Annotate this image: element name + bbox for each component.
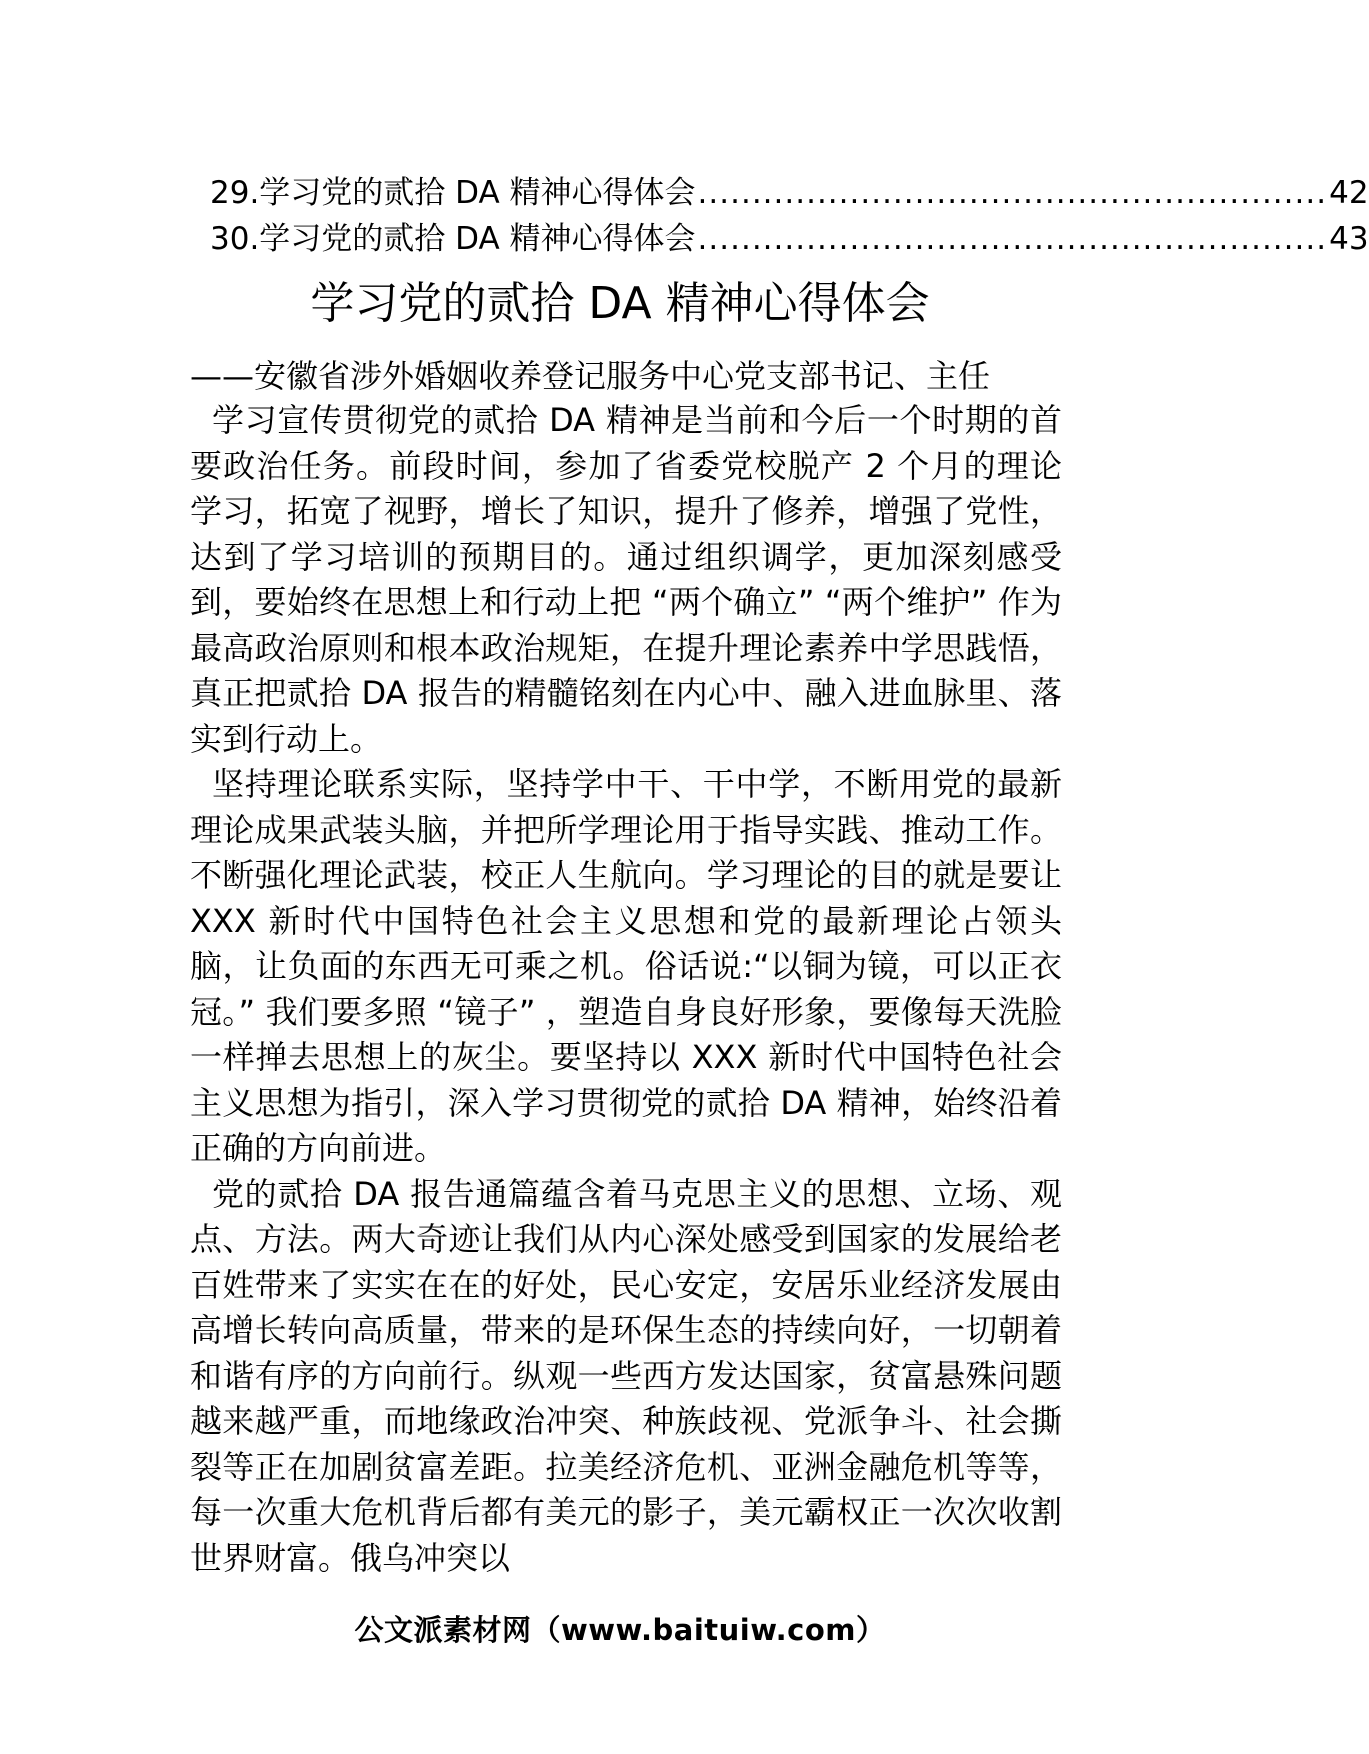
table-of-contents xyxy=(210,170,1369,262)
toc-page-number: 42 xyxy=(1329,175,1369,211)
article-paragraph: 学习宣传贯彻党的贰拾 DA 精神是当前和今后一个时期的首要政治任务。前段时间，参加了省委党校脱产 2 个月的理论学习，拓宽了视野，增长了知识，提升了修养，增强了党性，达到了学习培训的预期目的。通过组织调学，更加深刻感受到，要始终在思想上和行动上把 “两个确立” “两个维护” 作为最高政治原则和根本政治规矩，在提升理论素养中学思践悟，真正把贰拾 DA 报告的精髓铭刻在内心中、融入进血脉里、落实到行动上。 xyxy=(190,401,1062,758)
article-title: 学习党的贰拾 DA 精神心得体会 xyxy=(310,278,930,329)
article-byline: ——安徽省涉外婚姻收养登记服务中心党支部书记、主任 xyxy=(190,357,991,395)
toc-page-number: 43 xyxy=(1329,221,1369,257)
article-paragraph: 坚持理论联系实际，坚持学中干、干中学，不断用党的最新理论成果武装头脑，并把所学理论用于指导实践、推动工作。不断强化理论武装，校正人生航向。学习理论的目的就是要让 XXX 新时代中国特色社会主义思想和党的最新理论占领头脑，让负面的东西无可乘之机。俗话说:“以铜为镜，可以正衣冠。” 我们要多照 “镜子” ，塑造自身良好形象，要像每天洗脸一样掸去思想上的灰尘。要坚持以 XXX 新时代中国特色社会主义思想为指引，深入学习贯彻党的贰拾 DA 精神，始终沿着正确的方向前进。 xyxy=(190,765,1062,1167)
article-paragraph: 党的贰拾 DA 报告通篇蕴含着马克思主义的思想、立场、观点、方法。两大奇迹让我们从内心深处感受到国家的发展给老百姓带来了实实在在的好处，民心安定，安居乐业经济发展由高增长转向高质量，带来的是环保生态的持续向好，一切朝着和谐有序的方向前行。纵观一些西方发达国家，贫富悬殊问题越来越严重，而地缘政治冲突、种族歧视、党派争斗、社会撕裂等正在加剧贫富差距。拉美经济危机、亚洲金融危机等等，每一次重大危机背后都有美元的影子，美元霸权正一次次收割世界财富。俄乌冲突以 xyxy=(190,1174,1062,1577)
toc-entry[interactable] xyxy=(210,170,1369,216)
toc-leader-dots: .......................................................... xyxy=(697,221,1328,257)
article-body xyxy=(190,398,1062,1581)
toc-entry[interactable] xyxy=(210,216,1369,262)
toc-entry-title: 29.学习党的贰拾 DA 精神心得体会 xyxy=(210,175,696,211)
toc-entry-title: 30.学习党的贰拾 DA 精神心得体会 xyxy=(210,221,696,257)
toc-leader-dots: .......................................................... xyxy=(697,175,1328,211)
page-footer: 公文派素材网（www.baituiw.com） xyxy=(354,1613,886,1647)
